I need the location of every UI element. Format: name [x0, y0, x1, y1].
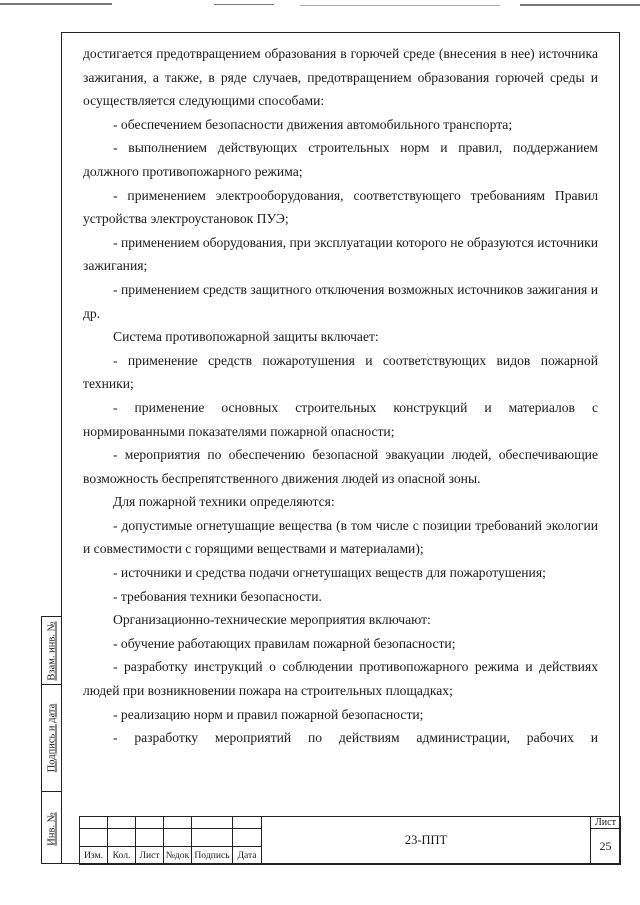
paragraph: Система противопожарной защиты включает: — [113, 329, 379, 345]
side-stamp-label: Инв. № — [46, 811, 58, 846]
paragraph: - реализацию норм и правил пожарной безопасности; — [113, 706, 424, 722]
header-date: Дата — [233, 847, 262, 865]
paragraph: - выполнением действующих строительных норм и правил, поддержанием должного противопожарного режима; — [83, 140, 598, 179]
side-stamp-replacement-inventory — [42, 617, 62, 685]
side-stamp-inventory — [42, 792, 62, 865]
paragraph: - мероприятия по обеспечению безопасной эвакуации людей, обеспечивающие возможность беспрепятственного движения людей из опасной зоны. — [83, 447, 598, 486]
sheet-label: Лист — [591, 817, 621, 829]
header-signature: Подпись — [192, 847, 233, 865]
paragraph: - применение средств пожаротушения и соответствующих видов пожарной техники; — [83, 352, 598, 392]
header-doc-number: №док — [164, 847, 192, 865]
paragraph: - разработку мероприятий по действиям администрации, рабочих и — [113, 730, 598, 746]
scan-edge-artifact — [0, 0, 640, 14]
paragraph: - разработку инструкций о соблюдении противопожарного режима и действиях людей при возникновении пожара на строительных площадках; — [83, 659, 598, 699]
document-body — [83, 42, 598, 750]
side-stamp — [41, 616, 61, 864]
side-stamp-label: Взам. инв. № — [46, 620, 58, 681]
paragraph: - применением оборудования, при эксплуатации которого не образуются источники зажигания; — [83, 234, 598, 274]
paragraph: - применением средств защитного отключения возможных источников зажигания и др. — [83, 281, 598, 321]
paragraph: - обеспечением безопасности движения автомобильного транспорта; — [113, 116, 513, 132]
side-stamp-signature-date — [42, 685, 62, 792]
paragraph: достигается предотвращением образования в горючей среде (внесения в нее) источника зажигания, а также, в ряде случаев, предотвращением образования горючей среды и осуществляется следующими способами: — [83, 46, 598, 109]
header-count: Кол. — [108, 847, 136, 865]
paragraph: - требования техники безопасности. — [113, 588, 322, 604]
paragraph: - применение основных строительных конструкций и материалов с нормированными показателями пожарной опасности; — [83, 399, 598, 439]
paragraph: - допустимые огнетушащие вещества (в том числе с позиции требований экологии и совместимости с горящими веществами и материалами); — [83, 517, 598, 557]
document-code: 23-ППТ — [262, 817, 591, 865]
header-sheet: Лист — [136, 847, 164, 865]
side-stamp-label: Подпись и дата — [46, 703, 58, 773]
title-block — [79, 816, 620, 864]
paragraph: - источники и средства подачи огнетушащих веществ для пожаротушения; — [113, 565, 546, 581]
paragraph: Организационно-технические мероприятия включают: — [113, 612, 431, 628]
paragraph: Для пожарной техники определяются: — [113, 494, 335, 510]
paragraph: - обучение работающих правилам пожарной безопасности; — [113, 635, 456, 651]
header-change: Изм. — [80, 847, 108, 865]
paragraph: - применением электрооборудования, соответствующего требованиям Правил устройства электроустановок ПУЭ; — [83, 187, 598, 227]
sheet-number: 25 — [591, 829, 621, 865]
